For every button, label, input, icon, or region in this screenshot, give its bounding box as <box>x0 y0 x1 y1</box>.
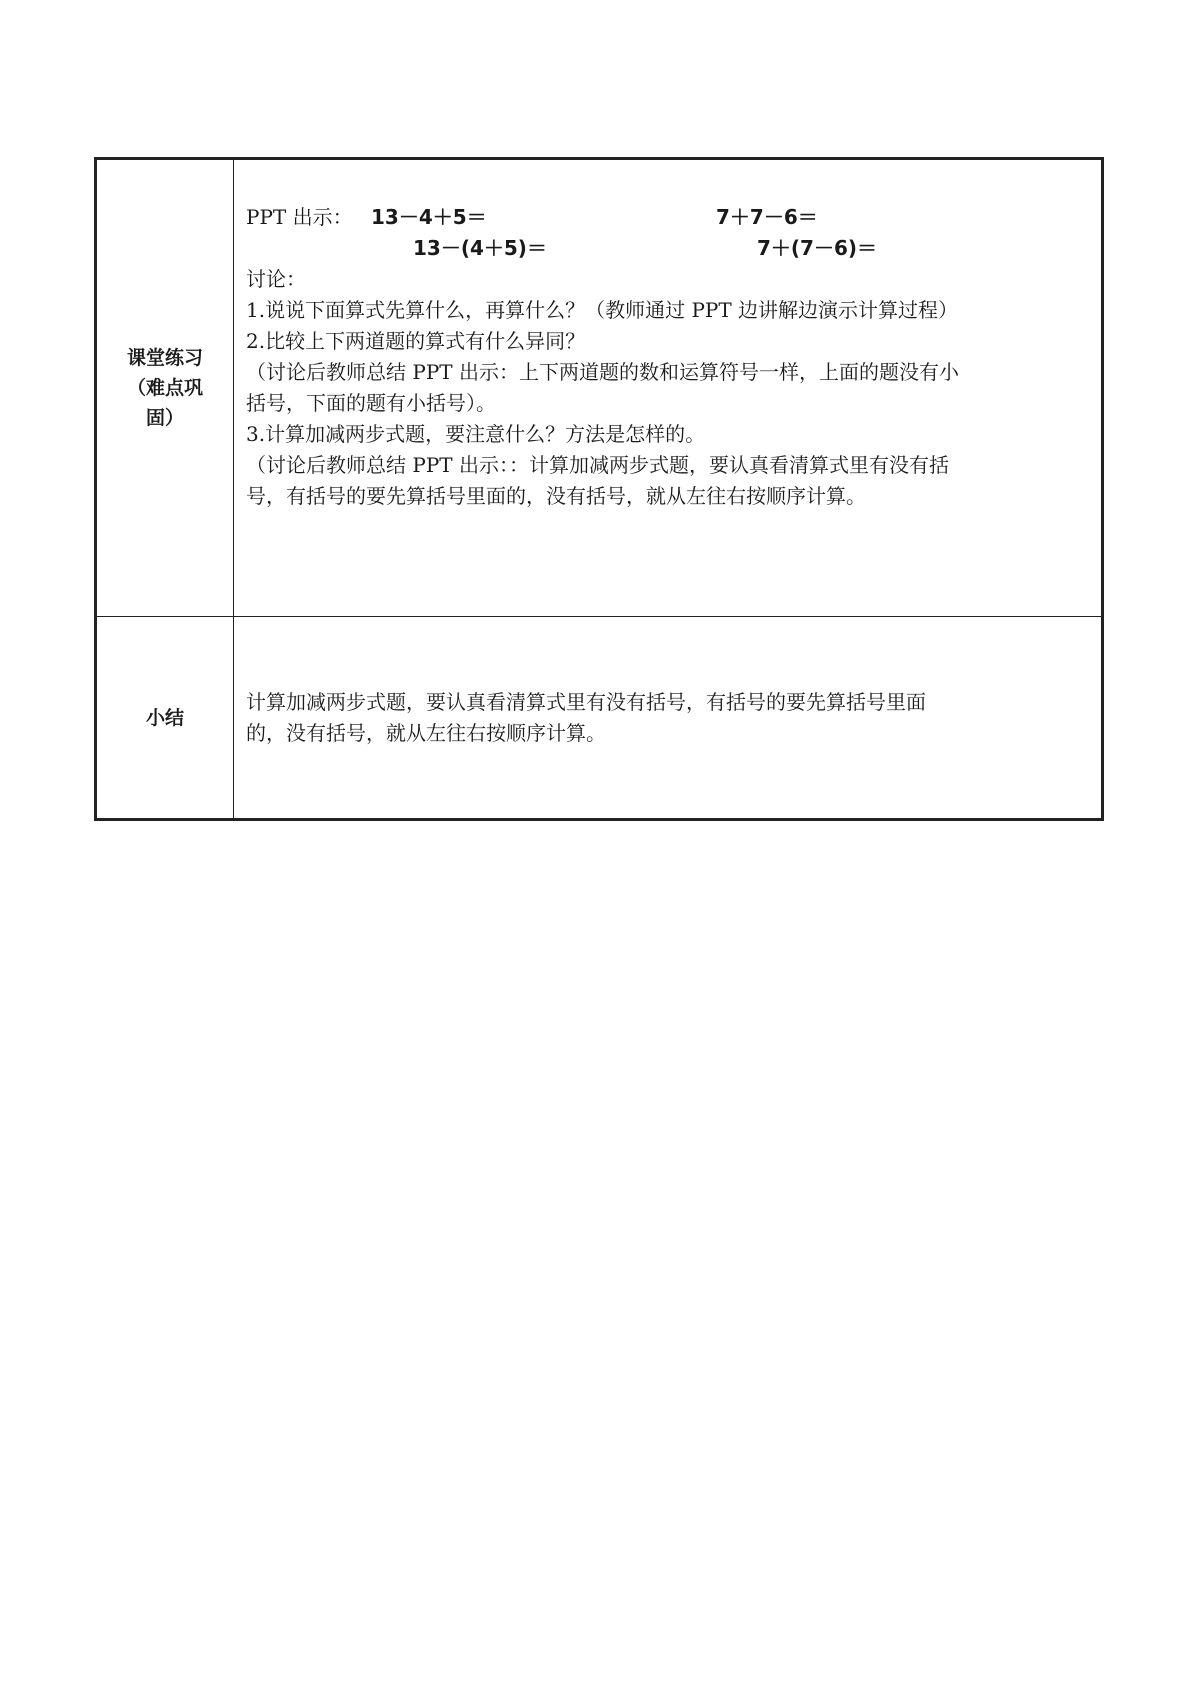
summary-line-2: 的，没有括号，就从左往右按顺序计算。 <box>246 720 606 745</box>
summary-label-cell <box>96 617 234 820</box>
lesson-table <box>94 157 1104 821</box>
summary-line-1: 计算加减两步式题，要认真看清算式里有没有括号，有括号的要先算括号里面 <box>246 689 926 714</box>
answer-2-line-2: 括号，下面的题有小括号）。 <box>246 391 496 415</box>
practice-label-line: 固） <box>145 407 184 429</box>
answer-3-line-2: 号，有括号的要先算括号里面的，没有括号，就从左往右按顺序计算。 <box>246 484 866 508</box>
question-2: 2.比较上下两道题的算式有什么异同？ <box>246 329 586 353</box>
formula-4: 7＋(7－6)＝ <box>757 236 878 260</box>
answer-2-line-1: （讨论后教师总结 PPT 出示：上下两道题的数和运算符号一样，上面的题没有小 <box>246 360 959 384</box>
summary-row <box>96 617 1103 820</box>
question-1: 1.说说下面算式先算什么，再算什么？（教师通过 PPT 边讲解边演示计算过程） <box>246 298 959 322</box>
ppt-label: PPT 出示： <box>246 205 353 229</box>
practice-row <box>96 159 1103 617</box>
formula-row-2 <box>246 233 1087 264</box>
answer-3-line-1: （讨论后教师总结 PPT 出示：：计算加减两步式题，要认真看清算式里有没有括 <box>246 453 949 477</box>
practice-content <box>234 160 1101 574</box>
practice-label-cell <box>96 159 234 617</box>
practice-label-line: 课堂练习 <box>126 347 203 369</box>
formula-3: 13－(4＋5)＝ <box>413 236 547 260</box>
formula-2: 7＋7－6＝ <box>716 205 818 229</box>
summary-label: 小结 <box>145 706 184 729</box>
formula-row-1 <box>246 202 1087 233</box>
question-3: 3.计算加减两步式题，要注意什么？方法是怎样的。 <box>246 422 706 446</box>
practice-label <box>120 343 210 433</box>
summary-content <box>234 687 1101 749</box>
formula-1: 13－4＋5＝ <box>371 205 487 229</box>
summary-content-cell <box>234 617 1103 820</box>
discussion-heading: 讨论： <box>246 267 306 291</box>
practice-content-cell <box>234 159 1103 617</box>
practice-label-line: （难点巩 <box>126 377 203 399</box>
